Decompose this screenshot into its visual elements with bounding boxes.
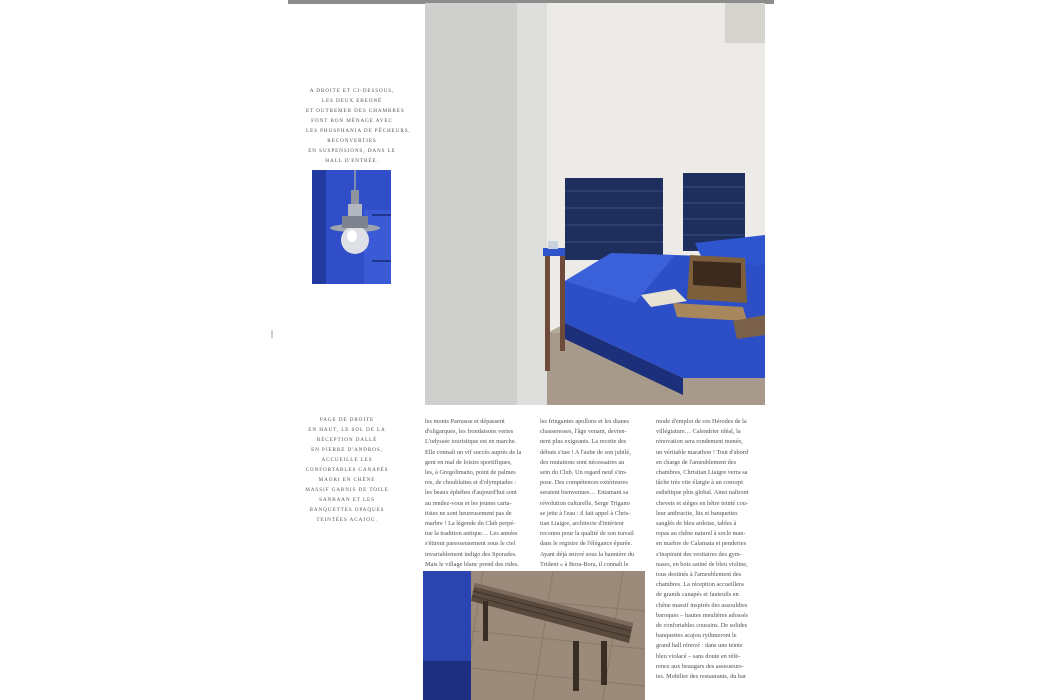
caption-top [306,86,411,166]
caption-line: CONFORTABLES CANAPÉS [305,467,389,473]
text-line: tâche très vite élargie à un concept [656,479,743,487]
text-line: Ayant déjà œuvré sous la bannière du [540,550,635,558]
text-line: de confortables coussins. De solides [656,622,748,630]
text-line: reconnu pour la qualité de son travail [540,530,634,538]
text-line: invariablement indigo des Sporades. [425,550,517,558]
text-line: chambres. La réception accueillera [656,581,744,589]
text-line: les beaux éphèbes d'aujourd'hui sont [425,489,517,497]
caption-line: ET OUTREMER DES CHAMBRES [306,108,405,114]
text-line: gent en mal de loisirs sportifiques, [425,458,512,466]
caption-line: BANQUETTES OPAQUES [309,507,385,513]
caption-line: MASSIF GARNIS DE TOILE [305,487,389,493]
text-line: chambres, Christian Liaigre verra sa [656,469,748,477]
caption-line: RÉCEPTION DALLÉ [316,437,378,443]
body-column-1 [425,417,531,570]
text-line: un véritable marathon ! Tout d'abord [656,448,749,456]
text-line: se jette à l'eau : il fait appel à Chris- [540,509,631,517]
text-line: tue la tradition antique… Les années [425,530,518,538]
text-line: les monts Parnasse et dépassent [425,418,505,425]
text-line: tes. Mobilier des restaurants, du bar [656,673,747,681]
text-line: en marbre de Calamata et penderies [656,540,747,548]
text-line: L'odyssée touristique est en marche. [425,438,517,446]
caption-line: LES PHOSPHANIA DE PÊCHEURS, [306,128,411,134]
text-line: révolution culturelle, Serge Trigano [540,499,630,507]
text-line: chasseresses, l'âge venant, devien- [540,428,627,436]
text-line: chevets et sièges en hêtre teinté cou- [656,499,748,507]
text-line: s'étirent paresseusement sous le ciel [425,540,516,548]
text-line: nent plus exigeants. La recette des [540,438,627,446]
caption-line: TEINTÉES ACAJOU. [316,517,378,523]
text-line: de grands canapés et fauteuils en [656,591,739,599]
text-line: tistes ne sont heureusement pas de [425,509,512,517]
text-line: dans le registre de l'élégance épurée. [540,540,633,548]
text-line: rénovation sera rondement menée, [656,438,743,446]
text-line: seraient bienvenues… Entamant sa [540,489,629,497]
text-line: bleu violacé – sans doute en réfé- [656,652,741,660]
caption-line: MAORI EN CHÊNE [318,477,376,483]
text-line: en charge de l'ameublement des [656,458,737,466]
text-line: leur anthracite, lits et banquettes [656,509,738,517]
text-line: rence aux beaugars des assesseurs- [656,662,744,670]
body-column-2 [540,417,646,570]
text-line: repas au chêne naturel à socle man- [656,530,746,538]
caption-line: RECONVERTIES [327,138,377,144]
text-line: les fringantes apollons et les dianes [540,418,630,425]
text-line: Mais le village blanc prend des rides. [425,560,519,568]
caption-line: EN PIERRE D'ANDROS, [311,447,383,453]
text-line: pose. Des compétences extérieures [540,479,628,487]
text-line: des mutations sont nécessaires au [540,458,625,466]
bedroom-photo [425,3,765,405]
text-line: mode d'emploi de ces Hérodes de la [656,418,747,425]
text-line: banquettes acajou rythmeront le [656,632,737,640]
caption-line: HALL D'ENTRÉE. [325,158,379,164]
text-line: d'oligarques, les frondaisons vertes [425,428,514,436]
text-line: grand hall rénové : dans une teinte [656,642,743,650]
text-line: nases, en bois satiné de bleu violine, [656,560,748,568]
text-line: chêne massif inspirés des assouldies [656,601,748,609]
text-line: les, à Gregolimano, point de palmes [425,469,516,477]
text-line: sein du Club. Un regard neuf s'im- [540,469,628,477]
caption-line: LES DEUX EBEONÉ [321,98,383,104]
caption-bottom [300,415,394,525]
caption-line: EN HAUT, LE SOL DE LA [308,427,386,433]
caption-line: FONT BON MÉNAGE AVEC [311,118,393,124]
caption-line: EN SUSPENSIONS, DANS LE [308,148,396,154]
lamp-photo [312,170,391,284]
text-line: débuts s'use ! A l'aube de son jubilé, [540,448,631,456]
text-line: res, de choublaites et d'olympiades : [425,479,517,487]
gutter-mark [271,330,273,338]
text-line: tian Liaigre, architecte d'intérieur [540,520,624,528]
text-line: Trident « à Bora-Bora, il connaît le [540,560,629,568]
caption-line: A DROITE ET CI-DESSOUS, [309,88,395,94]
caption-line: PAGE DE DROITE [319,417,375,423]
text-line: baroques – hautes meulières adossés [656,611,748,619]
text-line: tous destinés à l'ameublement des [656,571,742,579]
text-line: villégiature… Calendrier idéal, la [656,428,741,436]
body-column-3 [656,417,764,682]
bench-photo [423,571,645,700]
caption-line: ACCUEILLE LES [321,457,373,463]
caption-line: SANBAAN ET LES [319,497,375,503]
text-line: au rendez-vous et les jeunes carta- [425,499,512,507]
text-line: s'inspirant des vestiaires des gym- [656,550,742,558]
text-line: esthétique plus global. Ainsi naîtront [656,489,749,497]
text-line: sanglés de bleu ardoise, tables à [656,520,737,528]
text-line: marbre ! La légende du Club perpé- [425,520,516,528]
text-line: Elle connaît un vif succès auprès de la [425,448,522,456]
